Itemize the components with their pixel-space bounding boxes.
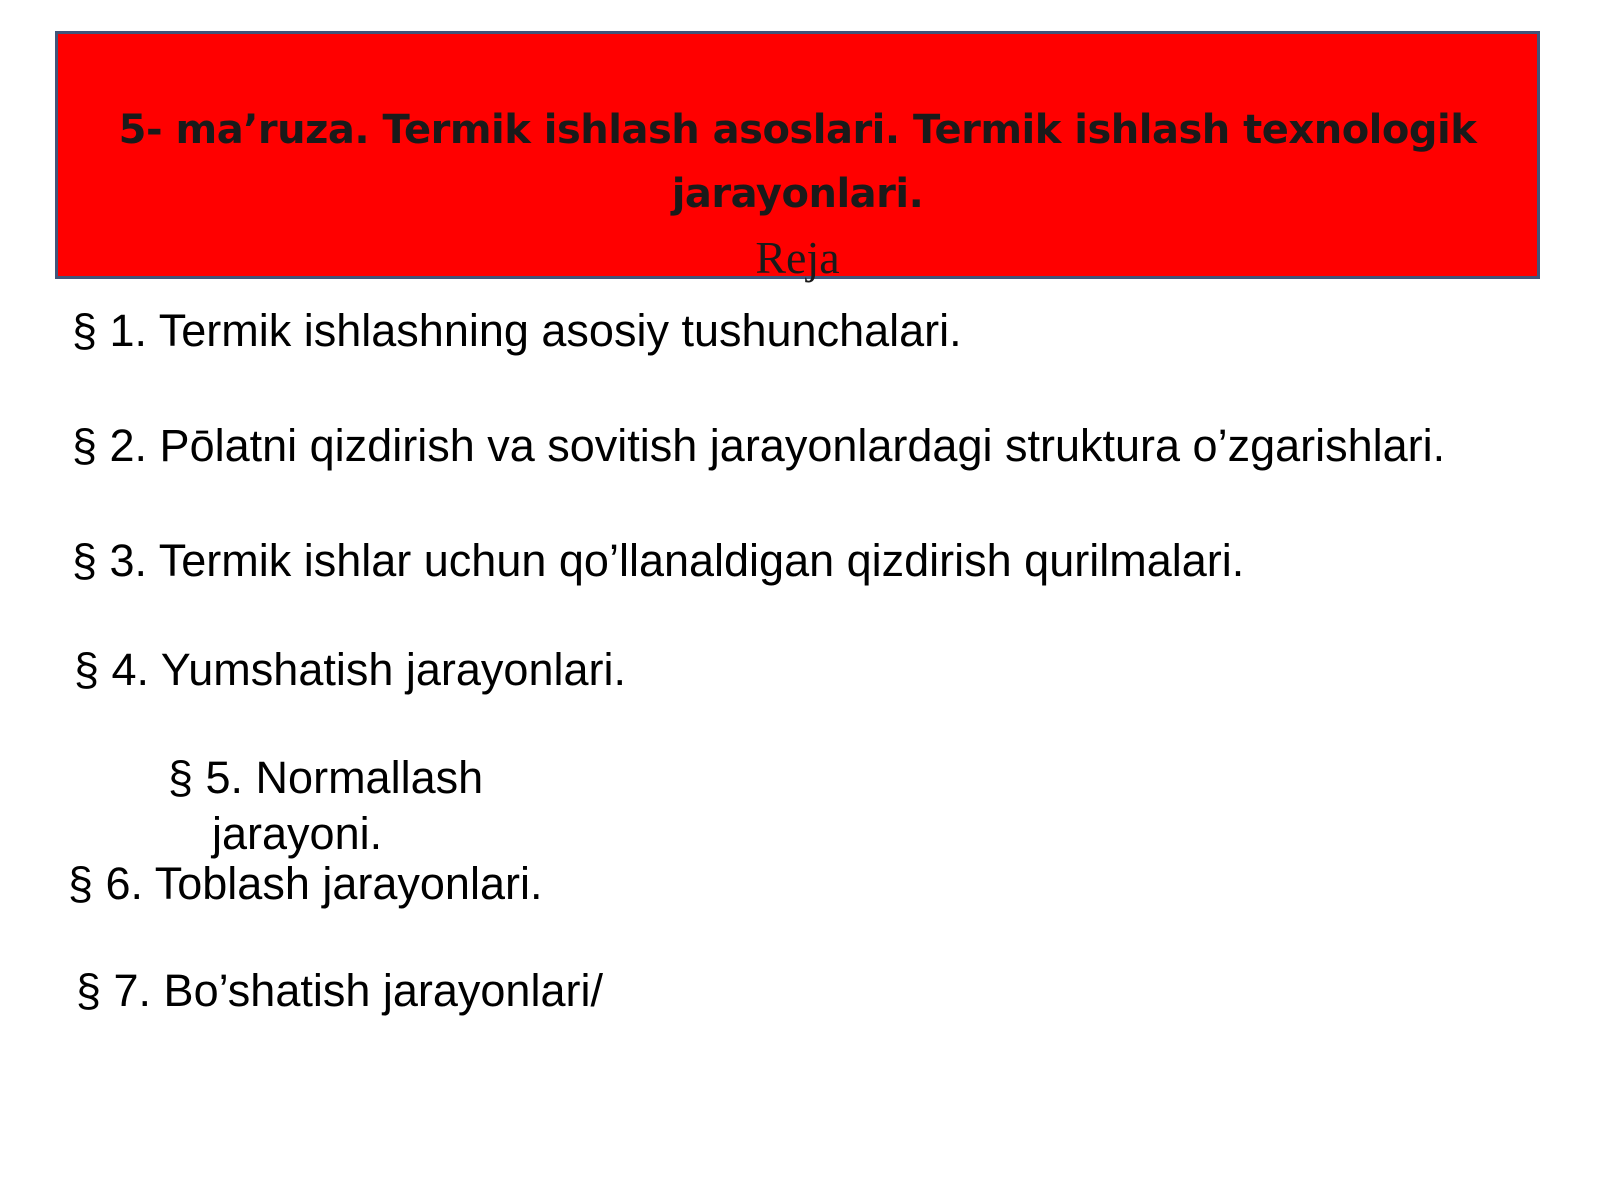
- outline-item-7: § 7. Bo’shatish jarayonlari/: [76, 965, 603, 1016]
- title-banner: [55, 31, 1540, 283]
- plan-subtitle: Reja: [755, 232, 840, 283]
- outline-item-5-line1: § 5. Normallash: [168, 752, 484, 803]
- outline-item-3: § 3. Termik ishlar uchun qo’llanaldigan qizdirish qurilmalari.: [72, 535, 1245, 586]
- outline-item-6: § 6. Toblash jarayonlari.: [68, 858, 543, 909]
- outline-item-1: § 1. Termik ishlashning asosiy tushunchalari.: [72, 305, 962, 356]
- outline-item-2: § 2. Pōlatni qizdirish va sovitish jarayonlardagi struktura o’zgarishlari.: [72, 420, 1446, 471]
- outline-item-4: § 4. Yumshatish jarayonlari.: [74, 644, 626, 695]
- outline-item-5-line2: jarayoni.: [212, 808, 383, 859]
- lecture-title: 5- ma’ruza. Termik ishlash asoslari. Termik ishlash texnologik jarayonlari.: [118, 107, 1477, 217]
- outline-item-5: [168, 750, 508, 862]
